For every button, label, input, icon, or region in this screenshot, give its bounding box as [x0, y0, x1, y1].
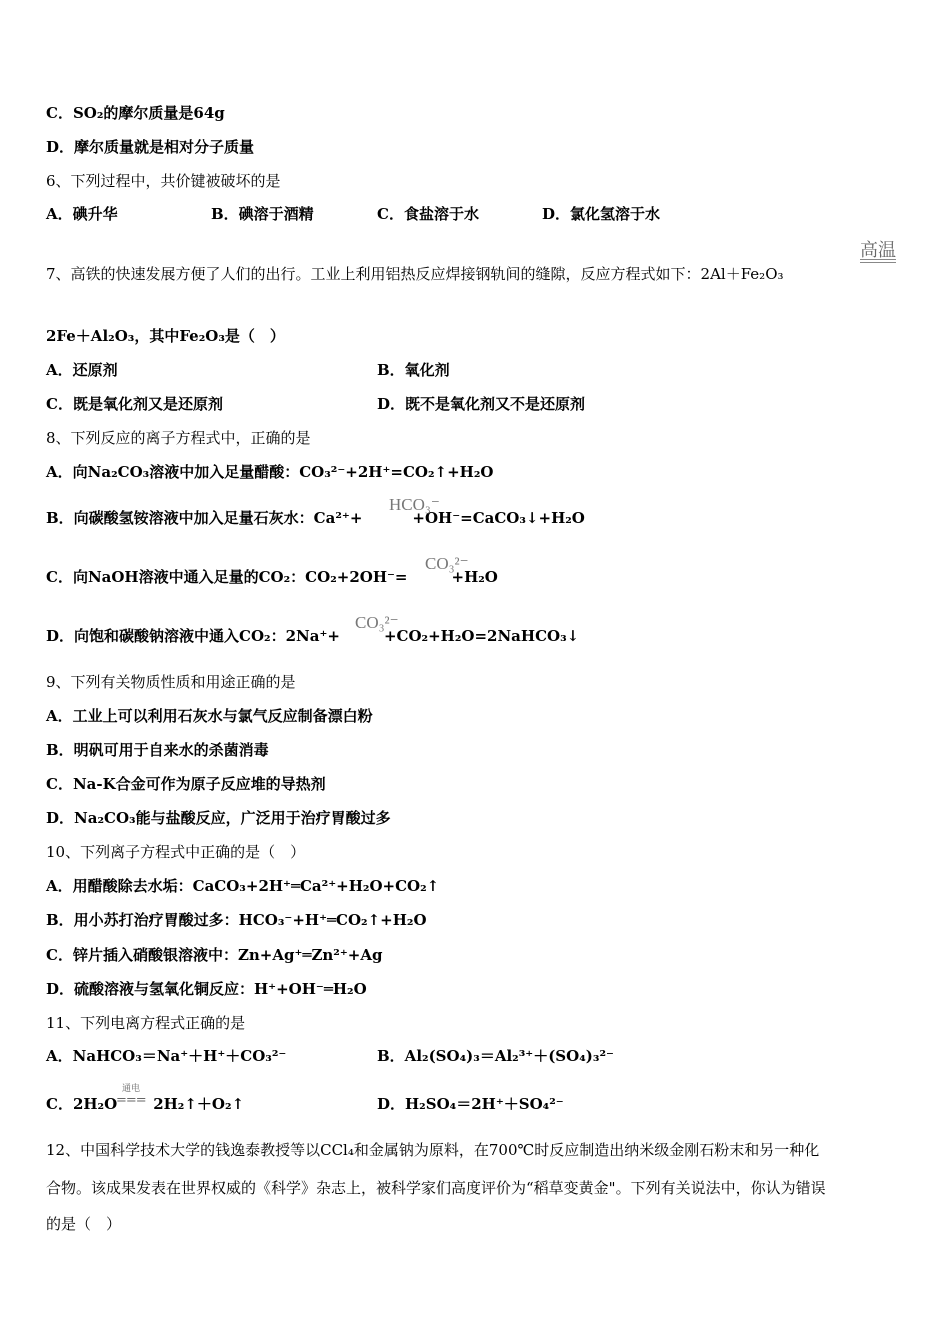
- q11-option-b: B．Al₂(SO₄)₃＝Al₂³⁺＋(SO₄)₃²⁻: [377, 1047, 614, 1065]
- question-8: 8、下列反应的离子方程式中，正确的是: [46, 429, 311, 447]
- q10-option-d: D．硫酸溶液与氢氧化铜反应：H⁺+OH⁻═H₂O: [46, 980, 367, 998]
- question-11: 11、下列电离方程式正确的是: [46, 1014, 246, 1032]
- question-10: 10、下列离子方程式中正确的是（ ）: [46, 843, 306, 861]
- q8-option-a: A．向Na₂CO₃溶液中加入足量醋酸：CO₃²⁻+2H⁺=CO₂↑+H₂O: [46, 463, 494, 481]
- option-c-so2: C．SO₂的摩尔质量是64g: [46, 104, 225, 122]
- q11c-condition-electrolysis: 通电: [122, 1084, 141, 1094]
- q11-option-d: D．H₂SO₄＝2H⁺＋SO₄²⁻: [377, 1095, 564, 1113]
- q10-option-b: B．用小苏打治疗胃酸过多：HCO₃⁻+H⁺═CO₂↑+H₂O: [46, 911, 427, 929]
- q9-option-a: A．工业上可以利用石灰水与氯气反应制备漂白粉: [46, 707, 373, 725]
- q9-option-b: B．明矾可用于自来水的杀菌消毒: [46, 741, 269, 759]
- question-7: [46, 264, 784, 284]
- q8-option-d: [46, 626, 579, 646]
- question-7-text: 7、高铁的快速发展方便了人们的出行。工业上利用铝热反应焊接钢轨间的缝隙，反应方程式如下：2Al＋Fe₂O₃: [46, 265, 784, 283]
- question-12-line-2: 合物。该成果发表在世界权威的《科学》杂志上，被科学家们高度评价为“稻草变黄金"。下列有关说法中，你认为错误: [46, 1179, 826, 1197]
- q7-option-a: A．还原剂: [46, 361, 118, 379]
- q8c-ion-co3: CO₃²⁻: [425, 554, 469, 573]
- q6-option-b: B．碘溶于酒精: [211, 205, 314, 223]
- q11c-suffix: 2H₂↑＋O₂↑: [153, 1095, 245, 1113]
- question-12-line-3: 的是（ ）: [46, 1215, 122, 1233]
- q10-option-a: A．用醋酸除去水垢：CaCO₃+2H⁺═Ca²⁺+H₂O+CO₂↑: [46, 877, 440, 895]
- q6-option-c: C．食盐溶于水: [377, 205, 479, 223]
- q9-option-c: C．Na-K合金可作为原子反应堆的导热剂: [46, 775, 326, 793]
- q7-option-c: C．既是氧化剂又是还原剂: [46, 395, 223, 413]
- q8c-suffix: +H₂O: [451, 568, 498, 586]
- question-9: 9、下列有关物质性质和用途正确的是: [46, 673, 296, 691]
- option-d-molar-mass: D．摩尔质量就是相对分子质量: [46, 138, 255, 156]
- question-6: 6、下列过程中，共价键被破坏的是: [46, 172, 281, 190]
- q6-option-d: D．氯化氢溶于水: [542, 205, 661, 223]
- reaction-condition-high-temp: 高温: [860, 240, 896, 261]
- q8d-ion-co3: CO₃²⁻: [355, 613, 399, 632]
- q10-option-c: C．锌片插入硝酸银溶液中：Zn+Ag⁺═Zn²⁺+Ag: [46, 946, 383, 964]
- q11-option-a: A．NaHCO₃＝Na⁺＋H⁺＋CO₃²⁻: [46, 1047, 287, 1065]
- q8b-ion-hco3: HCO₃⁻: [389, 495, 440, 514]
- q8d-prefix: D．向饱和碳酸钠溶液中通入CO₂：2Na⁺+: [46, 627, 340, 645]
- q8c-prefix: C．向NaOH溶液中通入足量的CO₂：CO₂+2OH⁻=: [46, 568, 408, 586]
- q11c-prefix: C．2H₂O: [46, 1095, 118, 1113]
- q7-option-b: B．氧化剂: [377, 361, 450, 379]
- question-7-continued: 2Fe＋Al₂O₃，其中Fe₂O₃是（ ）: [46, 327, 285, 345]
- q11c-equals-sign: ===: [116, 1093, 146, 1108]
- reaction-arrow-line: [860, 259, 896, 263]
- q8d-suffix: +CO₂+H₂O=2NaHCO₃↓: [383, 627, 580, 645]
- q8-option-b: [46, 508, 585, 528]
- question-12-line-1: 12、中国科学技术大学的钱逸泰教授等以CCl₄和金属钠为原料，在700℃时反应制造出纳米级金刚石粉末和另一种化: [46, 1141, 820, 1159]
- q7-option-d: D．既不是氧化剂又不是还原剂: [377, 395, 586, 413]
- q6-option-a: A．碘升华: [46, 205, 118, 223]
- q9-option-d: D．Na₂CO₃能与盐酸反应，广泛用于治疗胃酸过多: [46, 809, 391, 827]
- q8b-prefix: B．向碳酸氢铵溶液中加入足量石灰水：Ca²⁺+: [46, 509, 363, 527]
- q8b-suffix: +OH⁻=CaCO₃↓+H₂O: [412, 509, 585, 527]
